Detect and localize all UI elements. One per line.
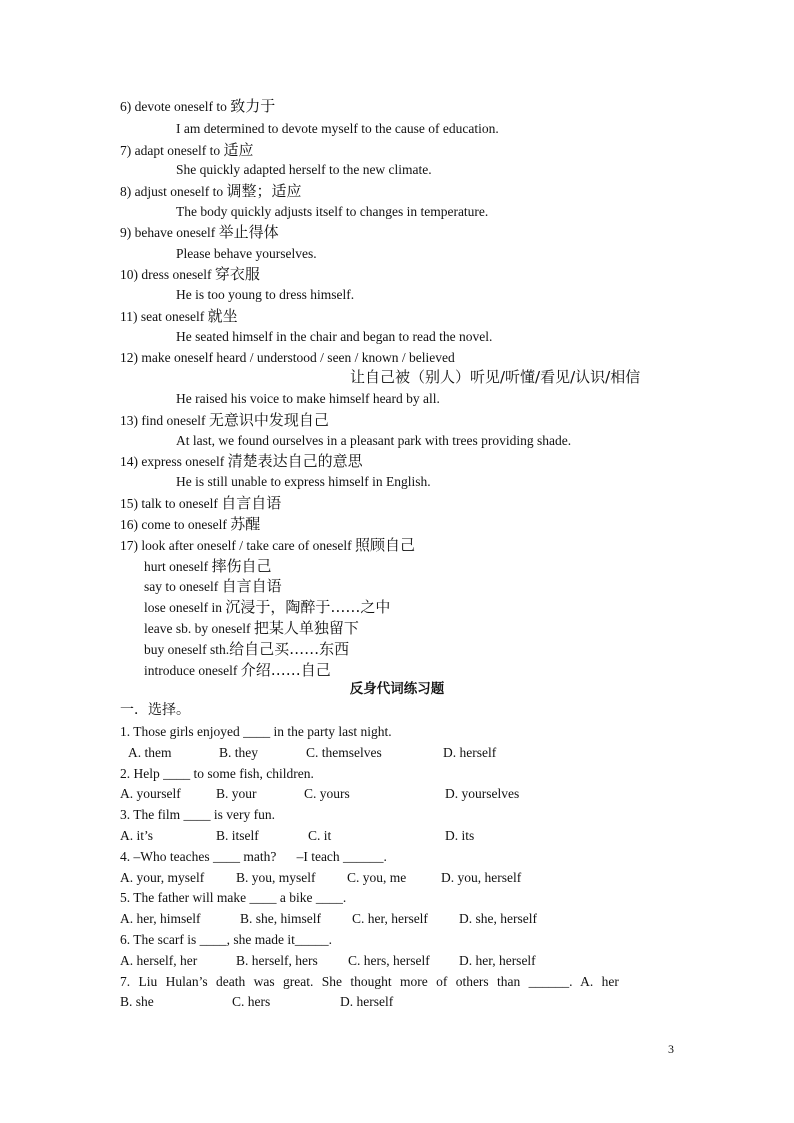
option-c: C. yours xyxy=(304,786,350,801)
phrase-en: 15) talk to oneself xyxy=(120,496,222,511)
phrase-example: He is too young to dress himself. xyxy=(176,287,355,302)
phrase-en: 14) express oneself xyxy=(120,454,228,469)
option-a: A. herself, her xyxy=(120,953,198,968)
phrase-cn: 摔伤自己 xyxy=(211,557,272,575)
phrase-en: introduce oneself xyxy=(144,663,241,678)
phrase-16 xyxy=(120,514,674,535)
option-b: B. she xyxy=(120,994,154,1009)
phrase-example: He is still unable to express himself in English. xyxy=(176,474,431,489)
option-a: A. them xyxy=(128,745,172,760)
phrase-en: 7) adapt oneself to xyxy=(120,143,224,158)
phrase-cn: 自言自语 xyxy=(221,577,282,595)
phrase-en: hurt oneself xyxy=(144,559,212,574)
question-3: 3. The film ____ is very fun. xyxy=(120,807,275,822)
option-b: B. your xyxy=(216,786,257,801)
phrase-en: 13) find oneself xyxy=(120,413,209,428)
phrase-en: 16) come to oneself xyxy=(120,517,231,532)
option-c: C. her, herself xyxy=(352,911,428,926)
phrase-cn: 适应 xyxy=(223,141,254,159)
option-a: A. it’s xyxy=(120,828,154,843)
option-b: B. itself xyxy=(216,828,259,843)
option-d: D. she, herself xyxy=(459,911,537,926)
phrase-11 xyxy=(120,306,674,327)
phrase-12: 12) make oneself heard / understood / seen / known / believed xyxy=(120,350,455,365)
option-b: B. they xyxy=(219,745,258,760)
option-c: C. hers, herself xyxy=(348,953,430,968)
question-7: 7. Liu Hulan’s death was great. She thought more of others than ______. A. her xyxy=(120,974,619,989)
phrase-cn: 清楚表达自己的意思 xyxy=(227,452,363,470)
phrase-9 xyxy=(120,222,674,243)
phrase-15 xyxy=(120,493,674,514)
option-c: C. hers xyxy=(232,994,271,1009)
phrase-en: buy oneself sth. xyxy=(144,642,230,657)
phrase-example: He seated himself in the chair and began to read the novel. xyxy=(176,329,493,344)
phrase-cn: 自言自语 xyxy=(221,494,282,512)
phrase-example: He raised his voice to make himself heard by all. xyxy=(176,391,440,406)
option-c: C. themselves xyxy=(306,745,382,760)
phrase-cn: 苏醒 xyxy=(230,515,261,533)
exercise-title: 反身代词练习题 xyxy=(349,681,445,697)
phrase-en: 9) behave oneself xyxy=(120,225,219,240)
phrase-cn: 穿衣服 xyxy=(214,265,260,283)
extra-phrase xyxy=(144,597,674,618)
phrase-en: 10) dress oneself xyxy=(120,267,215,282)
option-a: A. your, myself xyxy=(120,870,205,885)
phrase-en: say to oneself xyxy=(144,579,222,594)
option-d: D. you, herself xyxy=(441,870,522,885)
phrase-en: leave sb. by oneself xyxy=(144,621,254,636)
phrase-example: She quickly adapted herself to the new climate. xyxy=(176,162,432,177)
phrase-17 xyxy=(120,535,674,556)
phrase-example: The body quickly adjusts itself to changes in temperature. xyxy=(176,204,489,219)
phrase-cn: 把某人单独留下 xyxy=(253,619,359,637)
extra-phrase xyxy=(144,576,674,597)
extra-phrase xyxy=(144,639,674,660)
question-2: 2. Help ____ to some fish, children. xyxy=(120,766,314,781)
option-d: D. herself xyxy=(443,745,497,760)
phrase-7 xyxy=(120,140,674,161)
phrase-13 xyxy=(120,410,674,431)
phrase-en: lose oneself in xyxy=(144,600,226,615)
section-label: 一．选择。 xyxy=(120,702,190,718)
question-1: 1. Those girls enjoyed ____ in the party last night. xyxy=(120,724,392,739)
option-d: D. yourselves xyxy=(445,786,520,801)
phrase-8 xyxy=(120,181,674,202)
option-b: B. herself, hers xyxy=(236,953,318,968)
phrase-example: At last, we found ourselves in a pleasant park with trees providing shade. xyxy=(176,433,572,448)
phrase-6 xyxy=(120,96,674,117)
option-a: A. yourself xyxy=(120,786,181,801)
option-b: B. you, myself xyxy=(236,870,316,885)
extra-phrase xyxy=(144,660,674,681)
phrase-example: I am determined to devote myself to the cause of education. xyxy=(176,121,499,136)
phrase-example: Please behave yourselves. xyxy=(176,246,317,261)
phrase-cn: 致力于 xyxy=(230,97,276,115)
phrase-cn: 介绍……自己 xyxy=(240,661,331,679)
option-c: C. it xyxy=(308,828,332,843)
option-d: D. its xyxy=(445,828,475,843)
phrase-cn: 沉浸于，陶醉于……之中 xyxy=(225,598,391,616)
phrase-en: 11) seat oneself xyxy=(120,309,208,324)
phrase-en: 6) devote oneself to xyxy=(120,99,231,114)
phrase-cn: 举止得体 xyxy=(218,223,279,241)
question-5: 5. The father will make ____ a bike ____. xyxy=(120,890,347,905)
question-6: 6. The scarf is ____, she made it_____. xyxy=(120,932,332,947)
phrase-en: 8) adjust oneself to xyxy=(120,184,227,199)
option-d: D. her, herself xyxy=(459,953,536,968)
extra-phrase xyxy=(144,556,674,577)
phrase-cn: 无意识中发现自己 xyxy=(208,411,329,429)
question-4: 4. –Who teaches ____ math? –I teach ______. xyxy=(120,849,387,864)
option-c: C. you, me xyxy=(347,870,407,885)
phrase-12-cn: 让自己被（别人）听见/听懂/看见/认识/相信 xyxy=(350,368,641,386)
phrase-10 xyxy=(120,264,674,285)
option-a: A. her, himself xyxy=(120,911,201,926)
option-b: B. she, himself xyxy=(240,911,321,926)
option-d: D. herself xyxy=(340,994,394,1009)
phrase-cn: 调整；适应 xyxy=(226,182,302,200)
phrase-en: 17) look after oneself / take care of oneself xyxy=(120,538,356,553)
phrase-cn: 照顾自己 xyxy=(355,536,416,554)
phrase-cn: 就坐 xyxy=(207,307,238,325)
page-number: 3 xyxy=(668,1042,674,1056)
phrase-14 xyxy=(120,451,674,472)
extra-phrase xyxy=(144,618,674,639)
phrase-cn: 给自己买……东西 xyxy=(229,640,350,658)
